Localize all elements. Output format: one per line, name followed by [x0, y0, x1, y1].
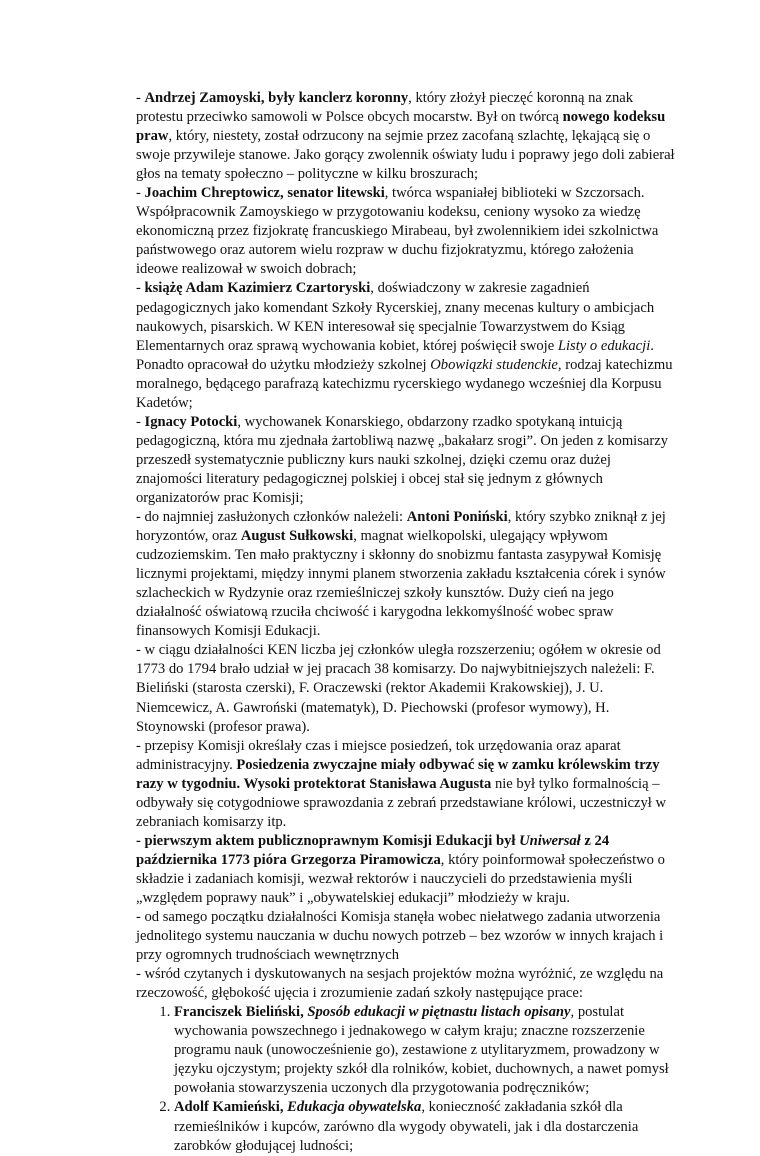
text-run: , który złożył pieczęć koronną na znak protestu przeciwko samowoli w Polsce obcych mocarstw. Był on twórcą — [136, 90, 634, 126]
text-run: - — [136, 90, 145, 106]
text-run: , twórca wspaniałej biblioteki w Szczorsach. Współpracownik Zamoyskiego w przygotowaniu kodeksu, ceniony wysoko za wiedzę ekonomiczną przez fizjokratę francuskiego Mirabeau, był zwolennikiem idei szkolnictwa państwowego oraz autorem wielu rozpraw w duchu fizjokratyzmu, którego założenia ideowe realizował w swoich dobrach; — [136, 185, 659, 278]
text-run: Sposób edukacji w piętnastu listach opisany — [307, 1004, 571, 1021]
text-run: - — [136, 280, 145, 297]
text-run: - przepisy Komisji określały czas i miejsce posiedzeń, tok urzędowania oraz aparat administracyjny. — [136, 737, 621, 773]
text-run: , konieczność zakładania szkół dla rzemieślników i kupców, zarówno dla wygody obywateli, jak i dla dostarczenia zarobków głodującej ludności; — [174, 1099, 639, 1154]
paragraph — [136, 737, 676, 832]
text-run: nowego kodeksu praw — [136, 109, 666, 145]
text-run: , postulat wychowania powszechnego i jednakowego w całym kraju; znaczne rozszerzenie programu nauk (unowocześnienie go), zestawione z utylitaryzmem, prowadzony w języku ojczystym; projekty szkół dla rolników, kobiet, duchownych, a nawet pomysł powołania stowarzyszenia uczonych dla przygotowania podręczników; — [174, 1004, 669, 1097]
text-run: , wychowanek Konarskiego, obdarzony rzadko spotykaną intuicją pedagogiczną, która mu zjednała żartobliwą nazwę „bakałarz srogi”. On jeden z komisarzy przeszedł systematycznie publiczny kurs nauki szkolnej, dzięki czemu oraz dużej znajomości literatury pedagogicznej polskiej i obcej stał się jednym z głównych organizatorów prac Komisji; — [136, 413, 669, 506]
paragraph — [136, 413, 676, 508]
text-run: . Ponadto opracował do użytku młodzieży szkolnej — [136, 337, 654, 373]
text-run: Posiedzenia zwyczajne miały odbywać się w zamku królewskim trzy razy w tygodniu. Wysoki protektorat Stanisława Augusta — [136, 756, 660, 792]
text-run: - pierwszym aktem publicznoprawnym Komisji Edukacji był — [136, 832, 520, 849]
text-run: , doświadczony w zakresie zagadnień pedagogicznych jako komendant Szkoły Rycerskiej, znany mecenas kultury o ambicjach naukowych, pisarskich. W KEN interesował się specjalnie Towarzystwem do Ksiąg Elementarnych oraz sprawą wychowania kobiet, której poświęcił swoje — [136, 280, 655, 354]
paragraph — [136, 965, 676, 1003]
text-run: Listy o edukacji — [557, 337, 651, 354]
paragraph — [136, 279, 676, 412]
text-run: Andrzej Zamoyski, były kanclerz koronny — [144, 90, 409, 106]
text-run: , który poinformował społeczeństwo o składzie i zadaniach komisji, wezwał rektorów i nauczycieli do przedstawienia myśli „względem poprawy nauk” i „obywatelskiej edukacji” młodzieży w kraju. — [136, 851, 665, 906]
text-run: Ignacy Potocki — [144, 413, 238, 430]
paragraph — [136, 641, 676, 736]
text-run: nie był tylko formalnością – odbywały się cotygodniowe sprawozdania z zebrań przedstawiane królowi, uczestniczył w zebraniach komisarzy itp. — [136, 775, 667, 830]
text-run: książę Adam Kazimierz Czartoryski — [144, 280, 371, 297]
text-run: - od samego początku działalności Komisja stanęła wobec niełatwego zadania utworzenia jednolitego systemu nauczania w duchu nowych potrzeb – bez wzorów w innych krajach i przy ogromnych trudnościach wewnętrznych — [136, 909, 664, 964]
body-paragraphs — [136, 89, 676, 1003]
text-run: Antoni Poniński — [406, 509, 508, 526]
text-run: z 24 października 1773 pióra Grzegorza Piramowicza — [136, 832, 610, 868]
text-run: - — [136, 413, 145, 430]
text-run: , który szybko zniknął z jej horyzontów, oraz — [136, 509, 666, 545]
list-item — [174, 1003, 676, 1098]
text-run: August Sułkowski — [240, 528, 354, 545]
text-run: Uniwersał — [519, 832, 581, 849]
paragraph — [136, 89, 676, 184]
works-list — [136, 1003, 676, 1155]
paragraph — [136, 832, 676, 908]
text-run: - — [136, 185, 145, 202]
text-run: Obowiązki studenckie — [430, 356, 558, 373]
text-run: - w ciągu działalności KEN liczba jej członków uległa rozszerzeniu; ogółem w okresie od 1773 do 1794 brało udział w jej pracach 38 komisarzy. Do najwybitniejszych należeli: F. Bieliński (starosta czerski), F. Oraczewski (rektor Akademii Krakowskiej), J. U. Niemcewicz, A. Gawroński (matematyk), D. Piechowski (profesor wymowy), H. Stoynowski (profesor prawa). — [136, 642, 661, 735]
text-run: Adolf Kamieński, — [174, 1099, 288, 1116]
text-run: Franciszek Bieliński, — [174, 1004, 308, 1021]
paragraph — [136, 908, 676, 965]
text-run: Joachim Chreptowicz, senator litewski — [144, 185, 385, 202]
text-run: - do najmniej zasłużonych członków należeli: — [136, 509, 407, 526]
paragraph — [136, 508, 676, 641]
document-page — [136, 89, 676, 1156]
paragraph — [136, 184, 676, 279]
text-run: , magnat wielkopolski, ulegający wpływom cudzoziemskim. Ten mało praktyczny i skłonny do snobizmu fantasta zasypywał Komisję licznymi projektami, między innymi planem stworzenia zakładu kształcenia córek i synów szlacheckich w Rydzynie oraz rzemieślniczej szkoły kunsztów. Duży cień na jego działalność oświatową rzuciła chciwość i karygodna lekkomyślność wobec spraw finansowych Komisji Edukacji. — [136, 528, 666, 640]
text-run: - wśród czytanych i dyskutowanych na sesjach projektów można wyróżnić, ze względu na rzeczowość, głębokość ujęcia i zrozumienie zadań szkoły następujące prace: — [136, 966, 664, 1002]
text-run: , który, niestety, został odrzucony na sejmie przez zacofaną szlachtę, lękającą się o swoje przywileje stanowe. Jako gorący zwolennik oświaty ludu i poprawy jego doli zabierał głos na tematy społeczno – polityczne w kilku broszurach; — [136, 128, 675, 183]
text-run: Edukacja obywatelska — [287, 1099, 422, 1116]
text-run: , rodzaj katechizmu moralnego, będącego parafrazą katechizmu rycerskiego wydanego wcześniej dla Korpusu Kadetów; — [136, 356, 673, 411]
list-item — [174, 1098, 676, 1155]
